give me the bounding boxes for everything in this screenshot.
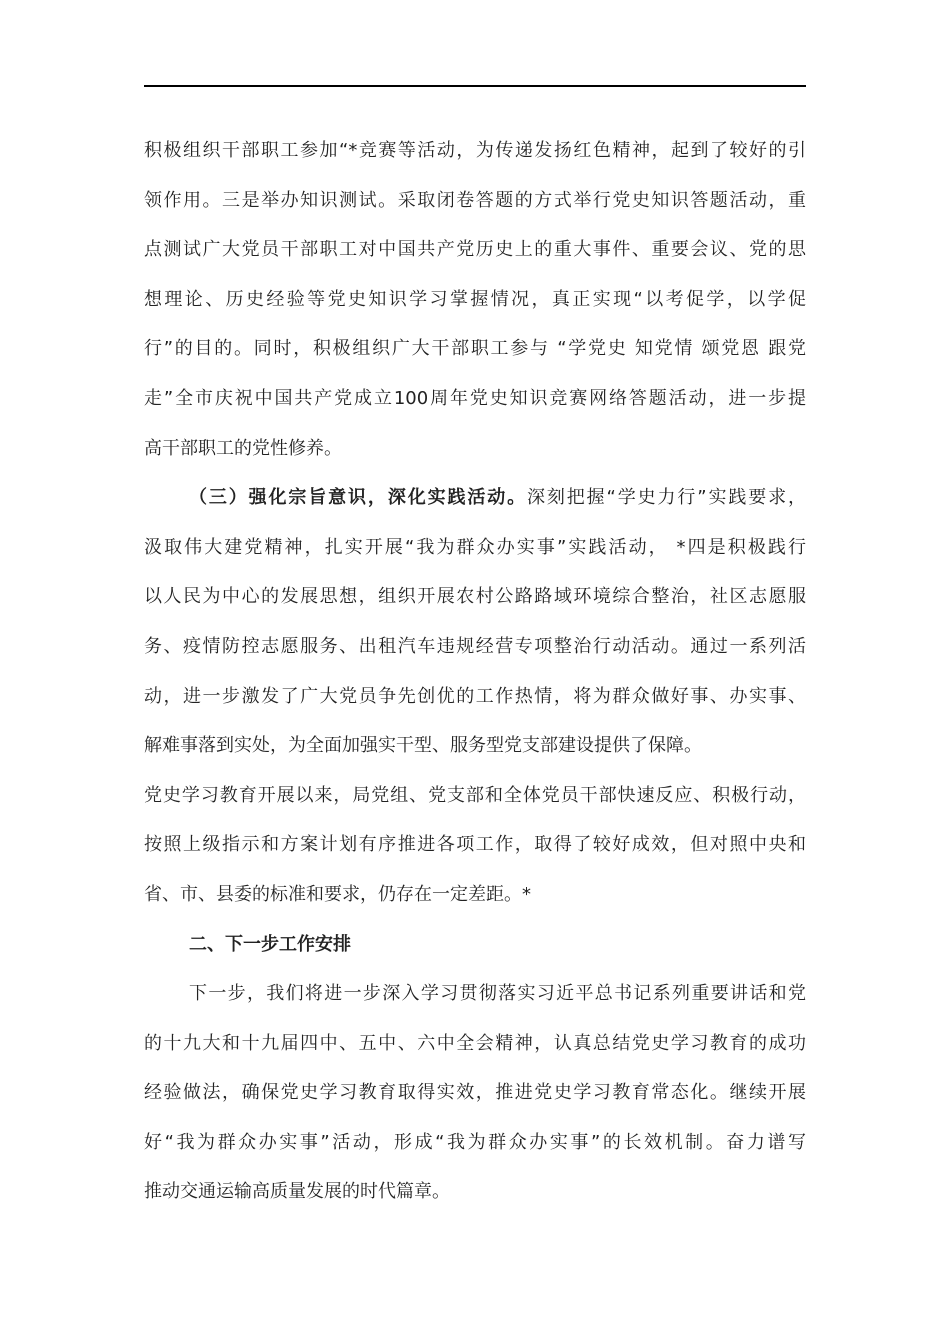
text-line: 高干部职工的党性修养。 [144, 437, 342, 459]
text-line: 下一步，我们将进一步深入学习贯彻落实习近平总书记系列重要讲话和党 [189, 983, 806, 1005]
text-line: 积极组织干部职工参加“*竞赛等活动，为传递发扬红色精神，起到了较好的引 [144, 140, 806, 161]
text-line: 领作用。三是举办知识测试。采取闭卷答题的方式举行党史知识答题活动，重 [144, 189, 806, 211]
text-line: 汲取伟大建党精神，扎实开展“我为群众办实事”实践活动， *四是积极践行 [144, 536, 806, 558]
text-line: 务、疫情防控志愿服务、出租汽车违规经营专项整治行动活动。通过一系列活 [144, 635, 806, 657]
text-line: 想理论、历史经验等党史知识学习掌握情况，真正实现“以考促学，以学促 [144, 288, 806, 310]
text-line [144, 473, 806, 523]
text-line: 以人民为中心的发展思想，组织开展农村公路路域环境综合整治，社区志愿服 [144, 586, 806, 608]
text-line: 行”的目的。同时，积极组织广大干部职工参与 “学党史 知党情 颂党恩 跟党 [144, 338, 806, 360]
section-heading: 二、下一步工作安排 [189, 933, 351, 955]
paragraph-activities [144, 126, 806, 473]
text-line: 好“我为群众办实事”活动，形成“我为群众办实事”的长效机制。奋力谱写 [144, 1131, 806, 1153]
section-heading: （三）强化宗旨意识，深化实践活动。 [189, 487, 527, 509]
text-line: 按照上级指示和方案计划有序推进各项工作，取得了较好成效，但对照中央和 [144, 834, 806, 856]
paragraph-next-steps [144, 969, 806, 1217]
text-line: 经验做法，确保党史学习教育取得实效，推进党史学习教育常态化。继续开展 [144, 1082, 806, 1104]
text-line: 走”全市庆祝中国共产党成立100周年党史知识竞赛网络答题活动，进一步提 [144, 387, 806, 409]
text-line: 动，进一步激发了广大党员争先创优的工作热情，将为群众做好事、办实事、 [144, 685, 806, 707]
paragraph-summary [144, 771, 806, 920]
paragraph-practice [144, 473, 806, 771]
text-line: 党史学习教育开展以来，局党组、党支部和全体党员干部快速反应、积极行动， [144, 784, 806, 806]
text-fragment: 深刻把握“学史力行”实践要求， [527, 487, 806, 509]
text-line: 的十九大和十九届四中、五中、六中全会精神，认真总结党史学习教育的成功 [144, 1032, 806, 1054]
text-line: 推动交通运输高质量发展的时代篇章。 [144, 1181, 450, 1203]
text-line: 点测试广大党员干部职工对中国共产党历史上的重大事件、重要会议、党的思 [144, 239, 806, 261]
text-line: 解难事落到实处，为全面加强实干型、服务型党支部建设提供了保障。 [144, 735, 702, 757]
header-rule [144, 85, 806, 87]
document-body [144, 126, 806, 1217]
text-line: 省、市、县委的标准和要求，仍存在一定差距。* [144, 883, 531, 905]
